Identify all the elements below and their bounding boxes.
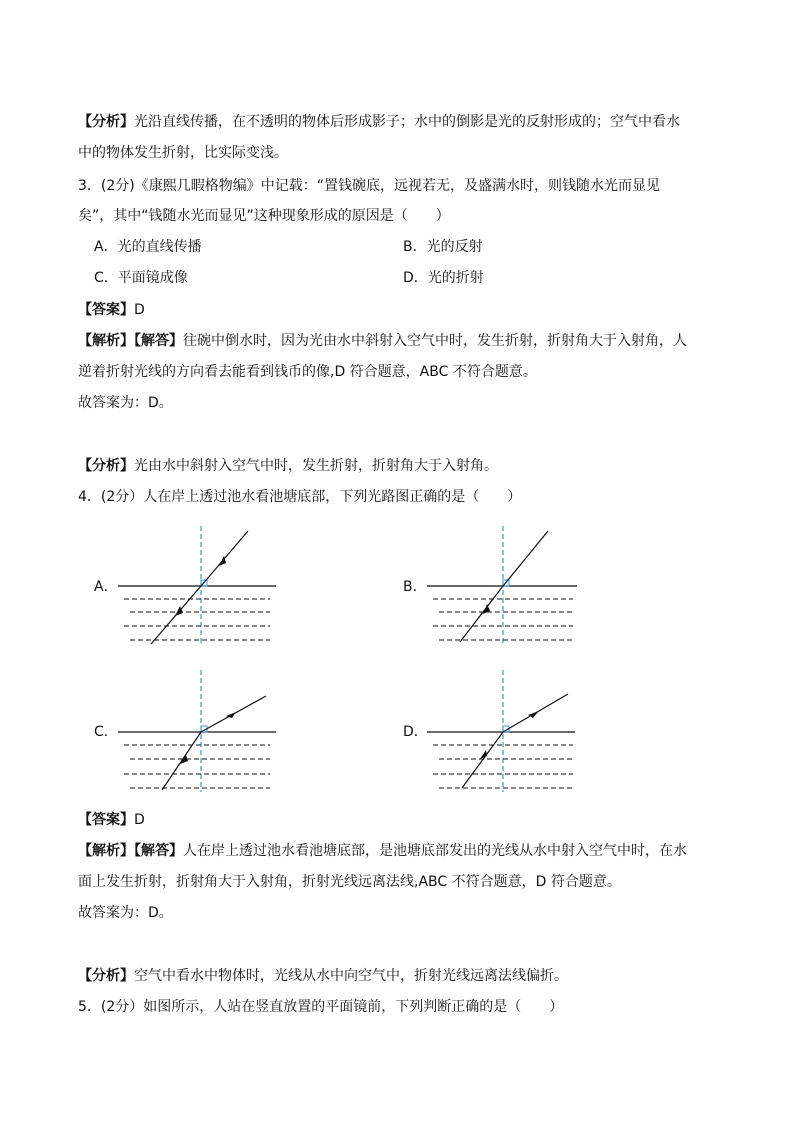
light-ray-air bbox=[503, 531, 548, 586]
q4-conclusion: 故答案为：D。 bbox=[78, 905, 173, 921]
diagram-label-a: A． bbox=[94, 579, 118, 595]
q4-stem: 4．(2分）人在岸上透过池水看池塘底部，下列光路图正确的是（ ） bbox=[78, 489, 522, 505]
diagram-label-c: C． bbox=[94, 724, 118, 740]
q3-analysis bbox=[78, 457, 498, 475]
q3-stem-line1: 3．(2分)《康熙几暇格物编》中记载：“置钱碗底，远视若无，及盛满水时，则钱随水光而显见 bbox=[78, 178, 660, 194]
solution-tag: 【解析】【解答】 bbox=[78, 843, 183, 859]
diagram-a bbox=[118, 526, 278, 646]
q4-answer bbox=[78, 811, 145, 829]
solution-tag: 【解析】【解答】 bbox=[78, 333, 183, 349]
answer-tag: 【答案】 bbox=[78, 812, 134, 828]
q2-analysis-line1 bbox=[78, 113, 680, 131]
diagram-c bbox=[118, 670, 278, 795]
q4-solution-line2: 面上发生折射，折射角大于入射角，折射光线远离法线,ABC 不符合题意，D 符合题意。 bbox=[78, 874, 621, 890]
q3-option-c: C．平面镜成像 bbox=[94, 270, 188, 286]
q3-option-d: D．光的折射 bbox=[403, 270, 484, 286]
q3-stem-line2: 矣”，其中“钱随水光而显见”这种现象形成的原因是（ ） bbox=[78, 208, 450, 224]
analysis-text: 光沿直线传播，在不透明的物体后形成影子；水中的倒影是光的反射形成的；空气中看水 bbox=[134, 114, 680, 130]
answer-value: D bbox=[134, 812, 145, 828]
diagram-label-d: D． bbox=[403, 724, 428, 740]
diagram-b bbox=[427, 526, 587, 646]
q3-solution-line2: 逆着折射光线的方向看去能看到钱币的像,D 符合题意，ABC 不符合题意。 bbox=[78, 364, 537, 380]
analysis-tag: 【分析】 bbox=[78, 968, 134, 984]
q3-option-a: A．光的直线传播 bbox=[94, 239, 202, 255]
answer-value: D bbox=[134, 302, 145, 318]
analysis-text: 光由水中斜射入空气中时，发生折射，折射角大于入射角。 bbox=[134, 458, 498, 474]
q3-conclusion: 故答案为：D。 bbox=[78, 395, 173, 411]
q5-stem: 5．(2分）如图所示，人站在竖直放置的平面镜前，下列判断正确的是（ ） bbox=[78, 999, 564, 1015]
diagram-label-b: B． bbox=[403, 579, 427, 595]
q3-option-b: B．光的反射 bbox=[403, 239, 483, 255]
q2-analysis-line2: 中的物体发生折射，比实际变浅。 bbox=[78, 145, 288, 161]
diagram-d bbox=[427, 670, 587, 795]
solution-text: 人在岸上透过池水看池塘底部，是池塘底部发出的光线从水中射入空气中时，在水 bbox=[183, 843, 687, 859]
q4-analysis bbox=[78, 967, 568, 985]
analysis-tag: 【分析】 bbox=[78, 458, 134, 474]
analysis-tag: 【分析】 bbox=[78, 114, 134, 130]
answer-tag: 【答案】 bbox=[78, 302, 134, 318]
light-ray-water bbox=[162, 732, 201, 790]
q3-solution-line1 bbox=[78, 332, 687, 350]
light-ray-water bbox=[462, 732, 503, 788]
q4-solution-line1 bbox=[78, 842, 687, 860]
light-ray-water bbox=[460, 586, 503, 642]
analysis-text: 空气中看水中物体时，光线从水中向空气中，折射光线远离法线偏折。 bbox=[134, 968, 568, 984]
solution-text: 往碗中倒水时，因为光由水中斜射入空气中时，发生折射，折射角大于入射角，人 bbox=[183, 333, 687, 349]
q3-answer bbox=[78, 301, 145, 319]
